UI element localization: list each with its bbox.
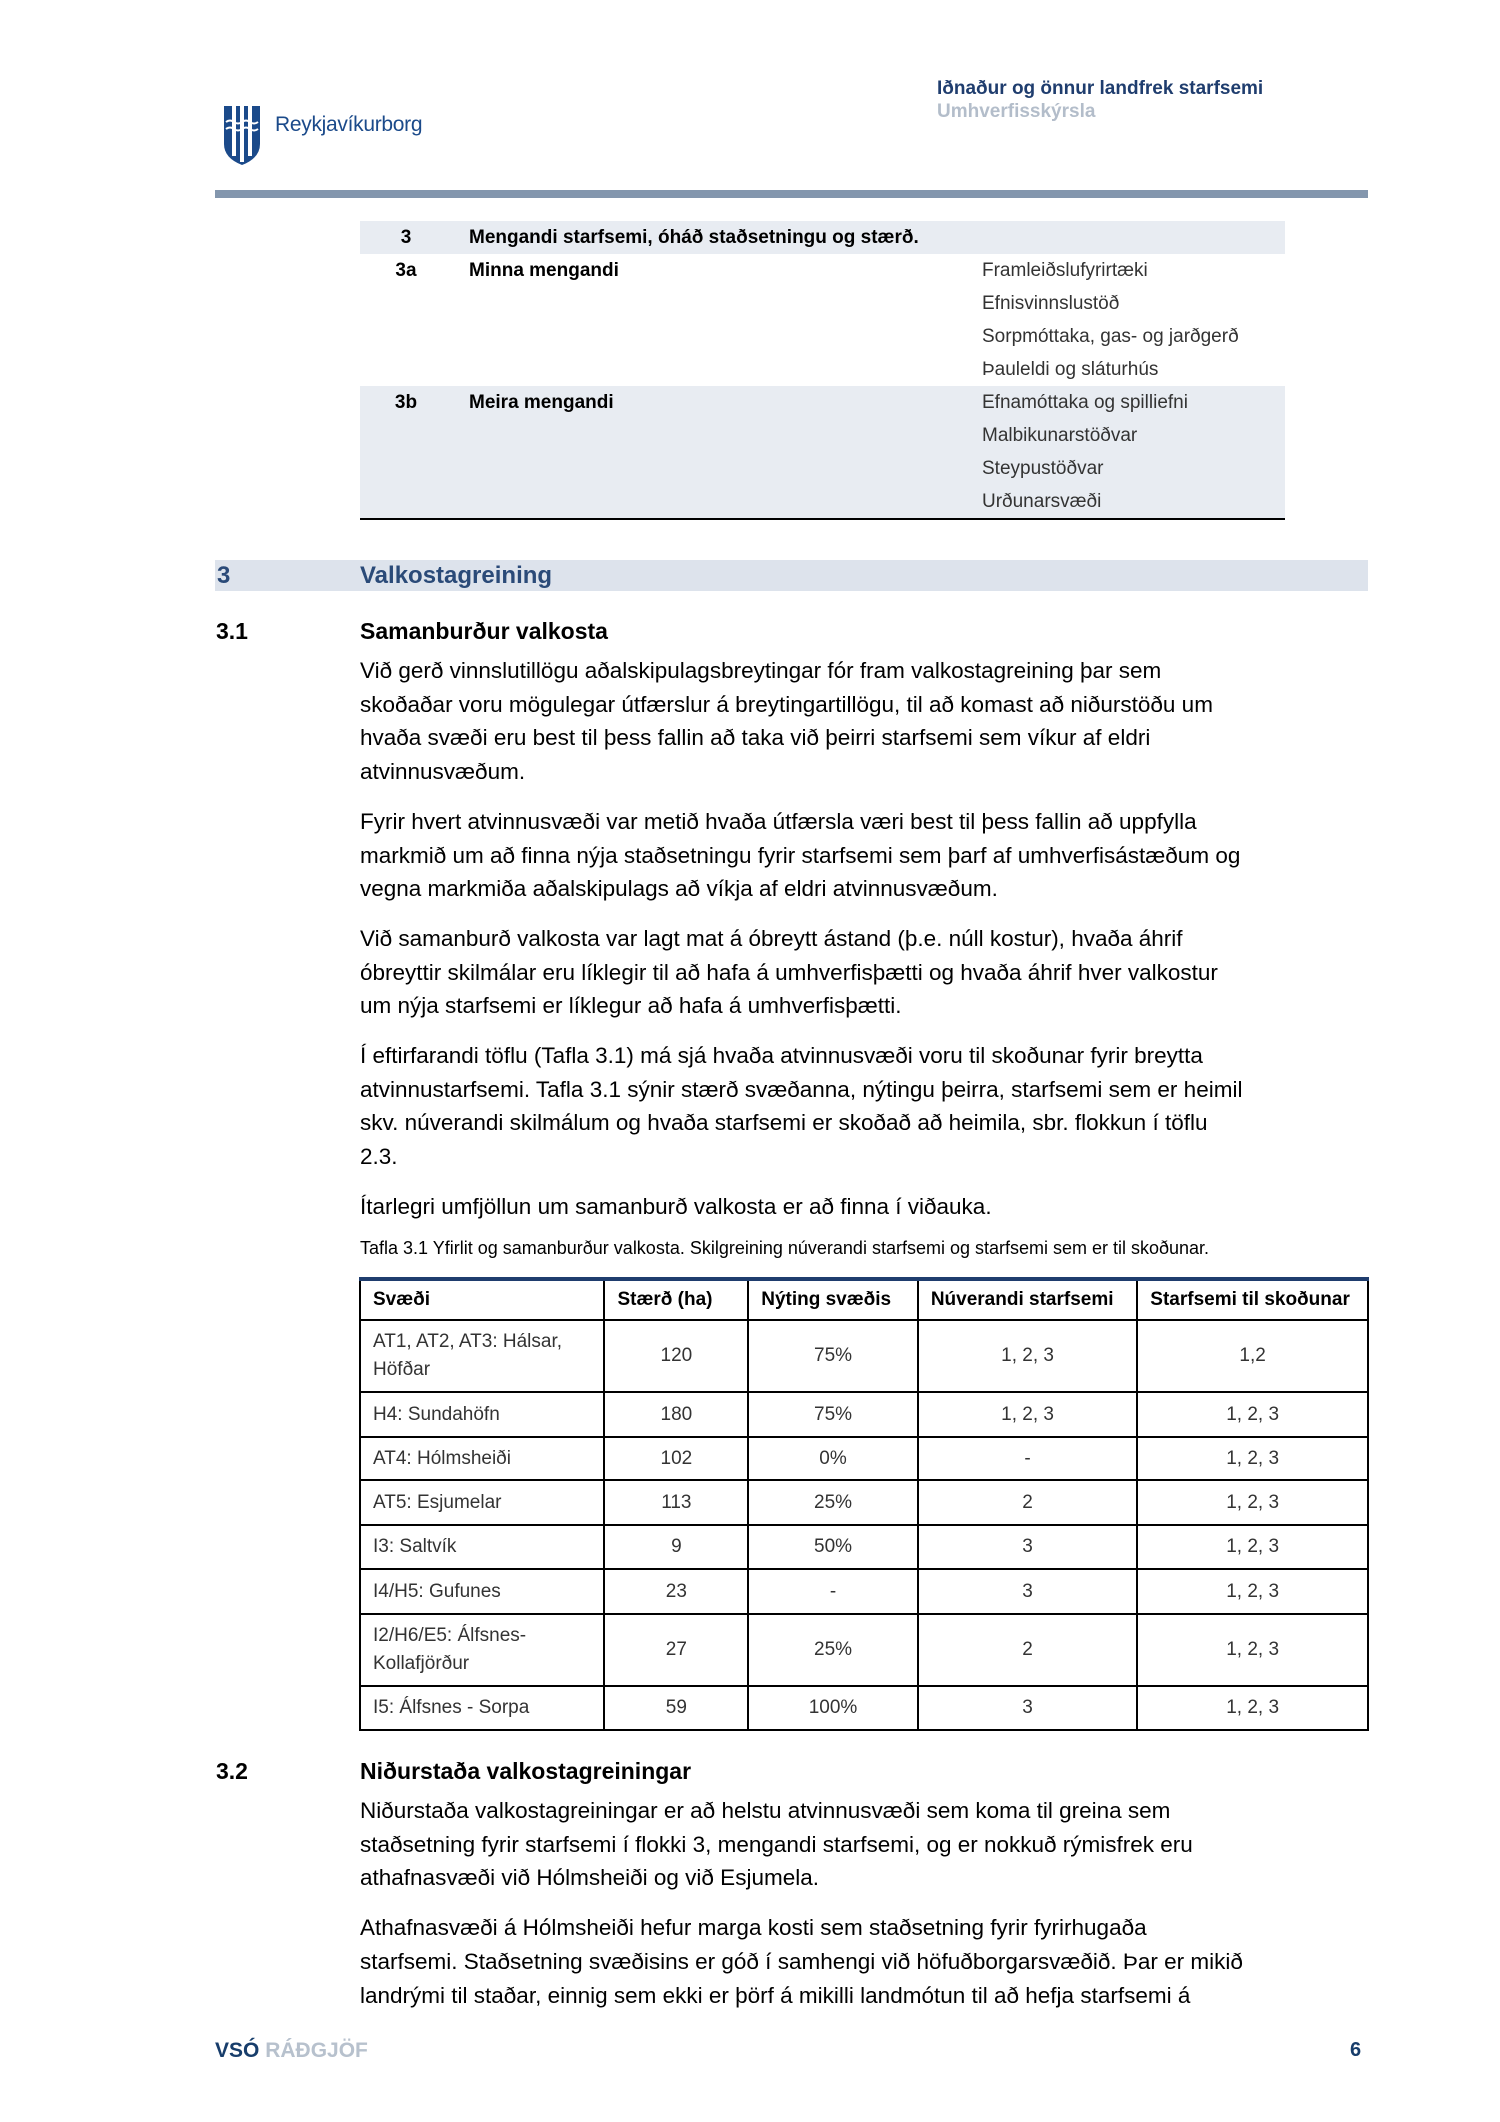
paragraph bbox=[360, 1039, 1370, 1174]
table-caption: Tafla 3.1 Yfirlit og samanburður valkosta. Skilgreining núverandi starfsemi og starfsemi sem er til skoðunar. bbox=[360, 1238, 1210, 1258]
category-label: Mengandi starfsemi, óháð staðsetningu og stærð. bbox=[469, 227, 919, 248]
table-cell: 75% bbox=[748, 1392, 918, 1437]
paragraph bbox=[360, 1794, 1370, 1895]
paragraph-line: Fyrir hvert atvinnusvæði var metið hvaða útfærsla væri best til þess fallin að uppfylla bbox=[360, 808, 1197, 834]
table-cell: 3 bbox=[918, 1525, 1137, 1569]
section-number: 3 bbox=[217, 562, 231, 589]
column-header: Stærð (ha) bbox=[604, 1279, 748, 1320]
table-cell: 25% bbox=[748, 1614, 918, 1686]
category-label: Meira mengandi bbox=[469, 392, 614, 413]
table-cell: 3 bbox=[918, 1569, 1137, 1614]
table-cell: 102 bbox=[604, 1437, 748, 1480]
category-line bbox=[360, 221, 1285, 254]
category-row bbox=[360, 254, 1285, 386]
logo-text: Reykjavíkurborg bbox=[275, 113, 423, 136]
paragraph-line: athafnasvæði við Hólmsheiði og við Esjumela. bbox=[360, 1865, 819, 1891]
table-cell: 1, 2, 3 bbox=[1137, 1686, 1368, 1730]
category-line bbox=[360, 353, 1285, 386]
table-row bbox=[360, 1614, 1368, 1686]
table-row bbox=[360, 1437, 1368, 1480]
document-subtitle: Umhverfisskýrsla bbox=[937, 101, 1096, 122]
document-title: Iðnaður og önnur landfrek starfsemi bbox=[937, 78, 1264, 99]
footer-brand-a: VSÓ bbox=[215, 2039, 260, 2062]
category-row bbox=[360, 386, 1285, 520]
reykjavik-shield-logo-icon bbox=[222, 104, 262, 171]
table-cell: - bbox=[918, 1437, 1137, 1480]
category-row bbox=[360, 221, 1285, 254]
table-cell: 27 bbox=[604, 1614, 748, 1686]
table-row bbox=[360, 1392, 1368, 1437]
table-row bbox=[360, 1569, 1368, 1614]
table-cell: AT1, AT2, AT3: Hálsar, Höfðar bbox=[360, 1320, 604, 1392]
category-item: Framleiðslufyrirtæki bbox=[982, 260, 1148, 281]
category-line bbox=[360, 386, 1285, 419]
category-number: 3b bbox=[394, 392, 418, 413]
paragraph-line: Við samanburð valkosta var lagt mat á óbreytt ástand (þ.e. núll kostur), hvaða áhrif bbox=[360, 925, 1183, 951]
table-row bbox=[360, 1686, 1368, 1730]
paragraph-line: atvinnusvæðum. bbox=[360, 759, 526, 785]
table-cell: AT5: Esjumelar bbox=[360, 1480, 604, 1525]
paragraph-line: atvinnustarfsemi. Tafla 3.1 sýnir stærð svæðanna, nýtingu þeirra, starfsemi sem er heimil bbox=[360, 1076, 1243, 1102]
category-label: Minna mengandi bbox=[469, 260, 619, 281]
table-cell: 0% bbox=[748, 1437, 918, 1480]
category-item: Efnamóttaka og spilliefni bbox=[982, 392, 1188, 413]
table-cell: 59 bbox=[604, 1686, 748, 1730]
table-row bbox=[360, 1320, 1368, 1392]
category-line bbox=[360, 287, 1285, 320]
table-row bbox=[360, 1480, 1368, 1525]
table-cell: 1, 2, 3 bbox=[1137, 1569, 1368, 1614]
paragraph bbox=[360, 922, 1370, 1023]
column-header: Starfsemi til skoðunar bbox=[1137, 1279, 1368, 1320]
footer-brand bbox=[215, 2039, 368, 2063]
paragraph-line: Í eftirfarandi töflu (Tafla 3.1) má sjá hvaða atvinnusvæði voru til skoðunar fyrir breytta bbox=[360, 1043, 1203, 1069]
paragraph-line: vegna markmiða aðalskipulags að víkja af eldri atvinnusvæðum. bbox=[360, 876, 998, 902]
section32-body bbox=[360, 1794, 1370, 2028]
paragraph-line: óbreyttir skilmálar eru líklegir til að hafa á umhverfisþætti og hvaða áhrif hver valkostur bbox=[360, 959, 1218, 985]
table-cell: AT4: Hólmsheiði bbox=[360, 1437, 604, 1480]
paragraph-line: staðsetning fyrir starfsemi í flokki 3, mengandi starfsemi, og er nokkuð rýmisfrek eru bbox=[360, 1831, 1193, 1857]
table-cell: 23 bbox=[604, 1569, 748, 1614]
category-item: Steypustöðvar bbox=[982, 458, 1104, 479]
subsection-title: Samanburður valkosta bbox=[360, 618, 608, 644]
subsection-number: 3.1 bbox=[216, 618, 248, 644]
paragraph bbox=[360, 1190, 1370, 1224]
table-cell: 1, 2, 3 bbox=[1137, 1480, 1368, 1525]
table-cell: 9 bbox=[604, 1525, 748, 1569]
category-item: Malbikunarstöðvar bbox=[982, 425, 1138, 446]
table-cell: 120 bbox=[604, 1320, 748, 1392]
table-cell: I2/H6/E5: Álfsnes-Kollafjörður bbox=[360, 1614, 604, 1686]
table-row bbox=[360, 1525, 1368, 1569]
paragraph-line: Niðurstaða valkostagreiningar er að helstu atvinnusvæði sem koma til greina sem bbox=[360, 1798, 1171, 1823]
category-line bbox=[360, 320, 1285, 353]
paragraph-line: Athafnasvæði á Hólmsheiði hefur marga kosti sem staðsetning fyrir fyrirhugaða bbox=[360, 1915, 1147, 1941]
category-item: Sorpmóttaka, gas- og jarðgerð bbox=[982, 326, 1239, 347]
comparison-table bbox=[359, 1277, 1369, 1731]
table-cell: 1, 2, 3 bbox=[918, 1320, 1137, 1392]
category-item: Urðunarsvæði bbox=[982, 491, 1102, 512]
table-cell: 180 bbox=[604, 1392, 748, 1437]
table-cell: 100% bbox=[748, 1686, 918, 1730]
section31-body bbox=[360, 654, 1370, 1240]
table-cell: 1,2 bbox=[1137, 1320, 1368, 1392]
category-line bbox=[360, 485, 1285, 518]
table-cell: 25% bbox=[748, 1480, 918, 1525]
column-header: Núverandi starfsemi bbox=[918, 1279, 1137, 1320]
table-cell: I3: Saltvík bbox=[360, 1525, 604, 1569]
table-cell: 50% bbox=[748, 1525, 918, 1569]
table-cell: 2 bbox=[918, 1614, 1137, 1686]
paragraph bbox=[360, 805, 1370, 906]
table-cell: I4/H5: Gufunes bbox=[360, 1569, 604, 1614]
category-table bbox=[360, 221, 1285, 520]
table-cell: 113 bbox=[604, 1480, 748, 1525]
table-cell: 2 bbox=[918, 1480, 1137, 1525]
paragraph-line: skoðaðar voru mögulegar útfærslur á breytingartillögu, til að komast að niðurstöðu um bbox=[360, 691, 1213, 717]
subsection-number: 3.2 bbox=[216, 1758, 248, 1784]
table-cell: 1, 2, 3 bbox=[1137, 1525, 1368, 1569]
table-cell: I5: Álfsnes - Sorpa bbox=[360, 1686, 604, 1730]
table-cell: H4: Sundahöfn bbox=[360, 1392, 604, 1437]
table-cell: 1, 2, 3 bbox=[1137, 1614, 1368, 1686]
table-header-row bbox=[360, 1279, 1368, 1320]
category-line bbox=[360, 254, 1285, 287]
subsection-title: Niðurstaða valkostagreiningar bbox=[360, 1758, 692, 1784]
paragraph-line: skv. núverandi skilmálum og hvaða starfsemi er skoðað að heimila, sbr. flokkun í töflu bbox=[360, 1110, 1208, 1136]
table-cell: 1, 2, 3 bbox=[918, 1392, 1137, 1437]
category-number: 3 bbox=[400, 227, 412, 248]
category-item: Efnisvinnslustöð bbox=[982, 293, 1120, 314]
category-item: Þauleldi og sláturhús bbox=[982, 359, 1159, 380]
paragraph-line: hvaða svæði eru best til þess fallin að taka við þeirri starfsemi sem víkur af eldri bbox=[360, 725, 1151, 751]
table-cell: 1, 2, 3 bbox=[1137, 1392, 1368, 1437]
paragraph-line: um nýja starfsemi er líklegur að hafa á umhverfisþætti. bbox=[360, 993, 902, 1019]
paragraph-line: starfsemi. Staðsetning svæðisins er góð í samhengi við höfuðborgarsvæðið. Þar er mikið bbox=[360, 1948, 1243, 1974]
paragraph-line: Ítarlegri umfjöllun um samanburð valkosta er að finna í viðauka. bbox=[360, 1193, 992, 1219]
paragraph-line: landrými til staðar, einnig sem ekki er þörf á mikilli landmótun til að hefja starfsemi á bbox=[360, 1982, 1191, 2008]
category-number: 3a bbox=[395, 260, 417, 281]
category-line bbox=[360, 452, 1285, 485]
paragraph-line: Við gerð vinnslutillögu aðalskipulagsbreytingar fór fram valkostagreining þar sem bbox=[360, 658, 1162, 683]
paragraph-line: 2.3. bbox=[360, 1144, 398, 1170]
paragraph bbox=[360, 654, 1370, 789]
page-number: 6 bbox=[1350, 2039, 1362, 2061]
paragraph-line: markmið um að finna nýja staðsetningu fyrir starfsemi sem þarf af umhverfisástæðum og bbox=[360, 842, 1241, 868]
table-cell: 75% bbox=[748, 1320, 918, 1392]
category-line bbox=[360, 419, 1285, 452]
header-rule bbox=[215, 190, 1368, 198]
section-title: Valkostagreining bbox=[360, 562, 553, 589]
table-cell: 3 bbox=[918, 1686, 1137, 1730]
column-header: Nýting svæðis bbox=[748, 1279, 918, 1320]
paragraph bbox=[360, 1911, 1370, 2012]
footer-brand-b: RÁÐGJÖF bbox=[265, 2039, 368, 2062]
section-heading-3 bbox=[215, 560, 1368, 591]
table-cell: - bbox=[748, 1569, 918, 1614]
column-header: Svæði bbox=[360, 1279, 604, 1320]
table-cell: 1, 2, 3 bbox=[1137, 1437, 1368, 1480]
